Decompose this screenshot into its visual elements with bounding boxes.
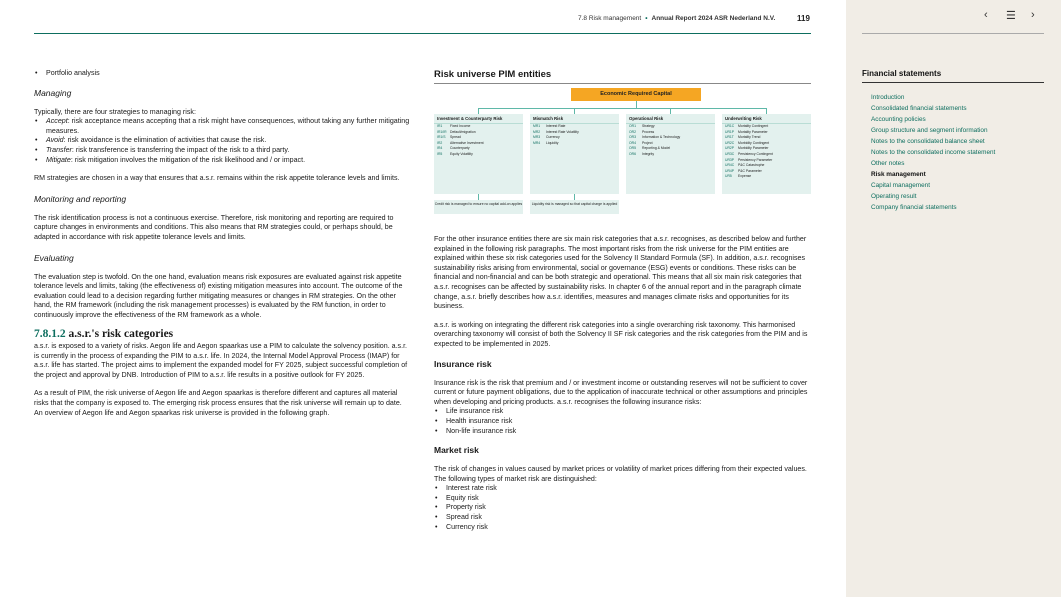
toc-item[interactable]: Notes to the consolidated balance sheet [871, 138, 985, 145]
toc-item[interactable]: Company financial statements [871, 204, 957, 211]
toc-item[interactable]: Introduction [871, 94, 905, 101]
list-item: • Equity risk [444, 494, 811, 504]
managing-intro: Typically, there are four strategies to managing risk: [34, 107, 196, 116]
mismatch-risk-box [530, 114, 619, 194]
insurance-risk-list [434, 407, 811, 436]
strategy-item: • Mitigate: risk mitigation involves the mitigation of the risk likelihood and / or impact. [44, 156, 411, 166]
risk-box-row: UR2P Morbidity Parameter [725, 146, 769, 151]
risk-box-row: IR5 Equity Volatility [437, 151, 473, 156]
sidebar-title-rule [862, 82, 1044, 83]
right-column [434, 235, 811, 541]
toc-item[interactable]: Operating result [871, 193, 917, 200]
liquidity-risk-note: Liquidity risk is managed so that capital charge is applied [530, 200, 619, 214]
portfolio-item: • Portfolio analysis [44, 69, 411, 79]
risk-box-row: UR3C Persistency Contingent [725, 151, 773, 156]
toc-item-active[interactable]: Risk management [871, 171, 926, 178]
toc-item[interactable]: Capital management [871, 182, 930, 189]
risk-universe-diagram [434, 88, 811, 216]
list-item: • Property risk [444, 503, 811, 513]
risk-box-title: Investment & Counterparty Risk [434, 114, 523, 124]
next-page-button[interactable]: › [1031, 9, 1035, 21]
risk-box-row: OR4 Project [629, 140, 653, 145]
menu-icon[interactable]: ☰ [1006, 10, 1016, 22]
list-item: • Non-life insurance risk [444, 427, 811, 437]
risk-box-row: IR1/IR Default/migration [437, 129, 476, 134]
risk-box-row: MR1 Interest Rate [533, 124, 566, 128]
operational-risk-box [626, 114, 715, 194]
risk-box-row: MR2 Interest Rate Volatility [533, 129, 579, 134]
list-item: • Life insurance risk [444, 407, 811, 417]
toc-item[interactable]: Consolidated financial statements [871, 105, 967, 112]
market-risk-heading: Market risk [434, 445, 479, 456]
navigation-sidebar [846, 0, 1061, 597]
list-item: • Spread risk [444, 513, 811, 523]
strategy-item: • Accept: risk acceptance means accepting that a risk might have consequences, without taking any further mitigating measures. [44, 117, 411, 136]
list-item: • Interest rate risk [444, 484, 811, 494]
market-risk-text: The risk of changes in values caused by market prices or volatility of market prices differing from their expected values. The following types of market risk are distinguished: [434, 465, 807, 483]
evaluating-heading: Evaluating [34, 252, 74, 263]
monitoring-heading: Monitoring and reporting [34, 193, 127, 204]
risk-box-row: UR4C P&C Catastrophe [725, 163, 765, 168]
list-item: • Currency risk [444, 523, 811, 533]
toc-item[interactable]: Other notes [871, 160, 905, 167]
risk-box-row: UR3P Persistency Parameter [725, 157, 773, 162]
running-header: 7.8 Risk management • Annual Report 2024 ASR Nederland N.V. [578, 15, 776, 22]
underwriting-risk-box [722, 114, 811, 194]
risk-box-row: MR3 Currency [533, 135, 560, 140]
diagram-top-box: Economic Required Capital [571, 88, 701, 101]
evaluating-text: The evaluation step is twofold. On the one hand, evaluation means risk exposures are evaluated against risk appetite tolerance levels and limits, taking (the effectiveness of) existing mitigation measures into account. The outcome of the evaluation could lead to a decision regarding further mitigating measures or changes in RM strategies. On the other hand, the RM framework (including the risk management processes) is evaluated by the RM function, in order to continuously improve the effectiveness of the RM framework as a whole. [34, 272, 403, 319]
insurance-risk-heading: Insurance risk [434, 358, 492, 369]
risk-box-row: IR4 Counterparty [437, 146, 470, 151]
credit-risk-note: Credit risk is managed to ensure no capital add-on applies [434, 200, 523, 214]
strategies-list [34, 117, 411, 165]
right-paragraph-2: a.s.r. is working on integrating the different risk categories into a single overarching risk taxonomy. This harmonised overarching taxonomy will consist of both the Solvency II SF risk categories and the risk categories from the PIM and is expected to be implemented in 2025. [434, 320, 808, 348]
risk-box-row: UR1T Mortality Trend [725, 135, 761, 140]
managing-heading: Managing [34, 87, 72, 98]
title-rule [434, 83, 811, 84]
risk-box-row: OR6 Integrity [629, 151, 655, 156]
risk-box-row: OR1 Strategy [629, 124, 655, 128]
insurance-risk-text: Insurance risk is the risk that premium and / or investment income or outstanding reserves will not be sufficient to cover current or future payment obligations, due to the application of inaccurate technical or other assumptions and principles when developing and pricing products. a.s.r. recognises the following insurance risks: [434, 378, 808, 406]
risk-box-title: Underwriting Risk [722, 114, 811, 124]
sidebar-rule [862, 33, 1044, 34]
risk-box-row: OR2 Process [629, 129, 655, 134]
risk-box-row: OR3 Information & Technology [629, 135, 681, 140]
investment-risk-box [434, 114, 523, 194]
risk-box-row: UR5 Expense [725, 174, 752, 179]
toc-item[interactable]: Group structure and segment information [871, 127, 988, 134]
toc-item[interactable]: Accounting policies [871, 116, 926, 123]
risk-box-row: OR5 Reporting & Model [629, 146, 671, 151]
list-item: • Health insurance risk [444, 417, 811, 427]
header-report: Annual Report 2024 ASR Nederland N.V. [651, 15, 776, 22]
risk-box-row: IR1/S Spread [437, 135, 461, 140]
header-section: 7.8 Risk management [578, 15, 642, 22]
left-column [34, 69, 411, 427]
categories-paragraph-2: As a result of PIM, the risk universe of Aegon life and Aegon spaarkas is therefore different and captures all material risks that the company is exposed to. The emerging risk process ensures that the risk universe will remain up to date. An overview of Aegon life and Aegon spaarkas risk universe is provided in the following graph. [34, 389, 402, 417]
risk-box-row: UR1P Mortality Parameter [725, 129, 768, 134]
section-heading: 7.8.1.2 a.s.r.'s risk categories [34, 327, 174, 340]
risk-box-row: IR2 Alternative Investment [437, 140, 484, 145]
sidebar-title[interactable]: Financial statements [862, 69, 942, 78]
market-risk-list [434, 484, 811, 532]
header-rule [34, 33, 811, 34]
table-of-contents [871, 92, 995, 213]
toc-item[interactable]: Notes to the consolidated income statement [871, 149, 996, 156]
risk-box-title: Mismatch Risk [530, 114, 619, 124]
risk-box-row: UR2C Morbidity Contingent [725, 140, 770, 145]
connector [636, 101, 637, 108]
risk-box-row: UR1C Mortality Contingent [725, 124, 769, 128]
strategy-item: • Avoid: risk avoidance is the elimination of activities that cause the risk. [44, 136, 411, 146]
right-paragraph-1: For the other insurance entities there are six main risk categories that a.s.r. recognises, as described below and further explained in the following risk paragraphs. The most important risks from the risk universe for the PIM entities are explained within these six risk categories used for the Solvency II Standard Formula (SF). In addition, a.s.r. recognises sustainability risks arising from environmental, social or governance (ESG) events or conditions. These risks can be financial and non-financial and can be both strategic and operational. This means that all six main risk categories that a.s.r. recognises can be affected by sustainability risks. In chapter 6 of the annual report and in the paragraph climate change, a.s.r. briefly describes how a.s.r. identifies, measures and manages climate risks and opportunities for its business. [434, 235, 807, 311]
risk-box-row: IR1 Fixed Income [437, 124, 471, 128]
categories-paragraph-1: a.s.r. is exposed to a variety of risks. Aegon life and Aegon spaarkas use a PIM to calculate the solvency position. a.s.r. is currently in the process of expanding the PIM to a.s.r. life. In 2024, the Internal Model Approval Process (IMAP) for a.s.r. life has started. The project aims to implement the expanded model for FY 2025, subject successful completion of the project and approval by DNB. Introduction of PIM to a.s.r. life results in a positive outlook for FY 2025. [34, 342, 408, 379]
strategy-item: • Transfer: risk transference is transferring the impact of the risk to a third party. [44, 146, 411, 156]
risk-box-title: Operational Risk [626, 114, 715, 124]
risk-box-row: MR4 Liquidity [533, 140, 559, 145]
risk-universe-title: Risk universe PIM entities [434, 69, 552, 80]
risk-box-row: UR4P P&C Parameter [725, 168, 762, 173]
connector [478, 108, 766, 109]
previous-page-button[interactable]: ‹ [984, 9, 988, 21]
strategies-after: RM strategies are chosen in a way that ensures that a.s.r. remains within the risk appetite tolerance levels and limits. [34, 174, 400, 183]
monitoring-text: The risk identification process is not a continuous exercise. Therefore, risk monitoring and reporting are required to capture changes in environments and conditions. This also means that RM strategies could, or perhaps should, be adapted in accordance with risk appetite tolerance levels and limits. [34, 213, 394, 241]
page-number: 119 [797, 14, 810, 23]
